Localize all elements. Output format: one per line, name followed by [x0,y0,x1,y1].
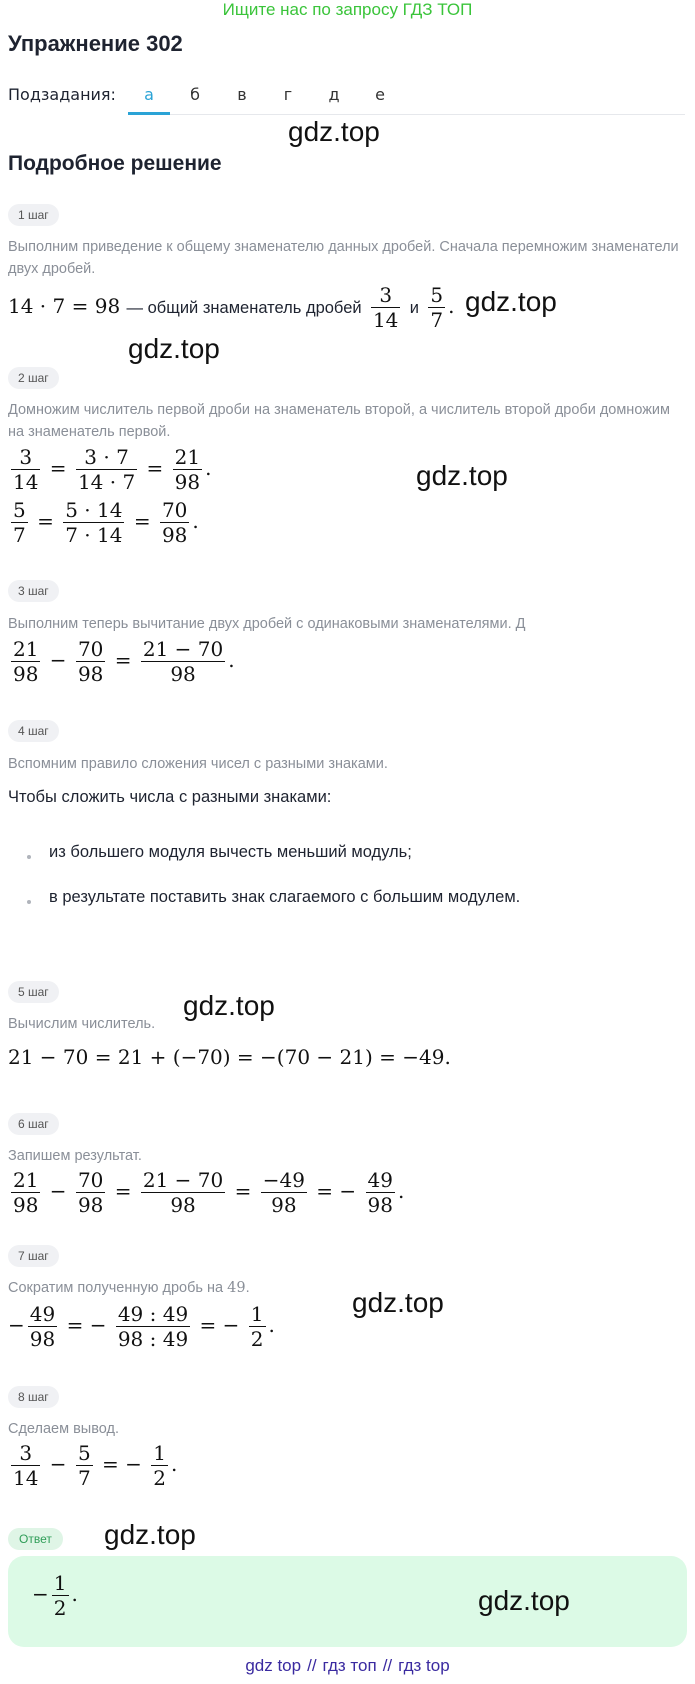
tabs-divider [128,114,685,115]
step-text: Выполним теперь вычитание двух дробей с одинаковыми знаменателями. Д [8,616,526,632]
step-text-part: Сократим полученную дробь на [8,1280,224,1296]
section-title: Подробное решение [8,152,222,175]
rule-heading: Чтобы сложить числа с разными знаками: [8,788,332,806]
tab-d[interactable]: д [328,85,340,104]
step-text: Запишем результат. [8,1148,142,1164]
watermark: gdz.top [352,1287,444,1318]
tab-b[interactable]: б [190,85,200,104]
fraction: $\frac{5}{7}$ [430,283,444,332]
rule-item: из большего модуля вычесть меньший модуль; [49,843,412,861]
fraction: $\frac{3}{14}$ [372,283,399,332]
watermark: gdz.top [104,1519,196,1550]
watermark: gdz.top [288,116,380,147]
bullet-dot [27,855,31,859]
step2-eq2: $\frac{5}{7}$ = $\frac{5 \cdot 14}{7 \cdot 14}$ = $\frac{70}{98}$ . [13,498,199,547]
tab-g[interactable]: г [283,85,293,104]
step-badge: 7 шаг [8,1245,59,1267]
tab-v[interactable]: в [237,85,247,104]
step-badge: 5 шаг [8,981,59,1003]
watermark: gdz.top [465,286,557,317]
answer-box [8,1556,687,1647]
watermark: gdz.top [478,1585,570,1616]
footer-separator: // [382,1656,393,1675]
footer-links [0,1656,695,1676]
reduce-number: 49 [227,1280,246,1296]
watermark: gdz.top [183,990,275,1021]
step-text: Сделаем вывод. [8,1421,120,1437]
answer-value: − $\frac{1}{2}$ . [32,1571,78,1620]
footer-link[interactable]: гдз топ [322,1656,377,1675]
step3-eq: $\frac{21}{98}$ − $\frac{70}{98}$ = $\frac{21 - 70}{98}$ . [13,637,235,686]
tab-a[interactable]: а [144,85,154,104]
tab-e[interactable]: е [375,85,385,104]
bullet-dot [27,900,31,904]
step-badge: 6 шаг [8,1113,59,1135]
step-badge: 3 шаг [8,580,59,602]
footer-link[interactable]: gdz top [245,1656,302,1675]
answer-badge: Ответ [8,1528,63,1550]
step-text: Вспомним правило сложения чисел с разными знаками. [8,756,388,772]
watermark: gdz.top [416,460,508,491]
step2-eq1: $\frac{3}{14}$ = $\frac{3 \cdot 7}{14 \cdot 7}$ = $\frac{21}{98}$ . [13,445,212,494]
step-text: Сократим полученную дробь на 49. [8,1280,250,1296]
step5-eq: 21 − 70 = 21 + (−70) = −(70 − 21) = −49. [8,1045,451,1069]
footer-link[interactable]: гдз top [398,1656,450,1675]
step-badge: 1 шаг [8,204,59,226]
step-badge: 8 шаг [8,1386,59,1408]
step-badge: 2 шаг [8,367,59,389]
conjunction: и [409,299,419,317]
step1-text: — общий знаменатель дробей [126,299,362,317]
footer-separator: // [307,1656,317,1675]
subtasks-label: Подзадания: [8,85,116,104]
step1-equation: 14 · 7 = 98 [8,294,121,318]
step-badge: 4 шаг [8,720,59,742]
search-banner: Ищите нас по запросу ГДЗ ТОП [222,0,473,19]
step7-eq: − $\frac{49}{98}$ = − $\frac{49 : 49}{98 : 49}$ = − $\frac{1}{2}$ . [8,1302,275,1351]
step-text: Домножим числитель первой дроби на знаменатель второй, а числитель второй дроби домножим на знаменатель первой. [8,402,670,440]
step-text: Выполним приведение к общему знаменателю данных дробей. Сначала перемножим знаменатели двух дробей. [8,239,679,277]
rule-item: в результате поставить знак слагаемого с большим модулем. [49,888,521,906]
step6-eq: $\frac{21}{98}$ − $\frac{70}{98}$ = $\frac{21 - 70}{98}$ = $\frac{-49}{98}$ = − $\frac{49}{98}$ . [13,1168,405,1217]
watermark: gdz.top [128,333,220,364]
active-tab-indicator [128,112,170,115]
page-title: Упражнение 302 [8,31,183,56]
step-text: Вычислим числитель. [8,1016,156,1032]
step8-eq: $\frac{3}{14}$ − $\frac{5}{7}$ = − $\frac{1}{2}$ . [13,1441,178,1490]
step1-math: 14 · 7 = 98 — общий знаменатель дробей $\frac{3}{14}$ и $\frac{5}{7}$ . [8,283,455,332]
